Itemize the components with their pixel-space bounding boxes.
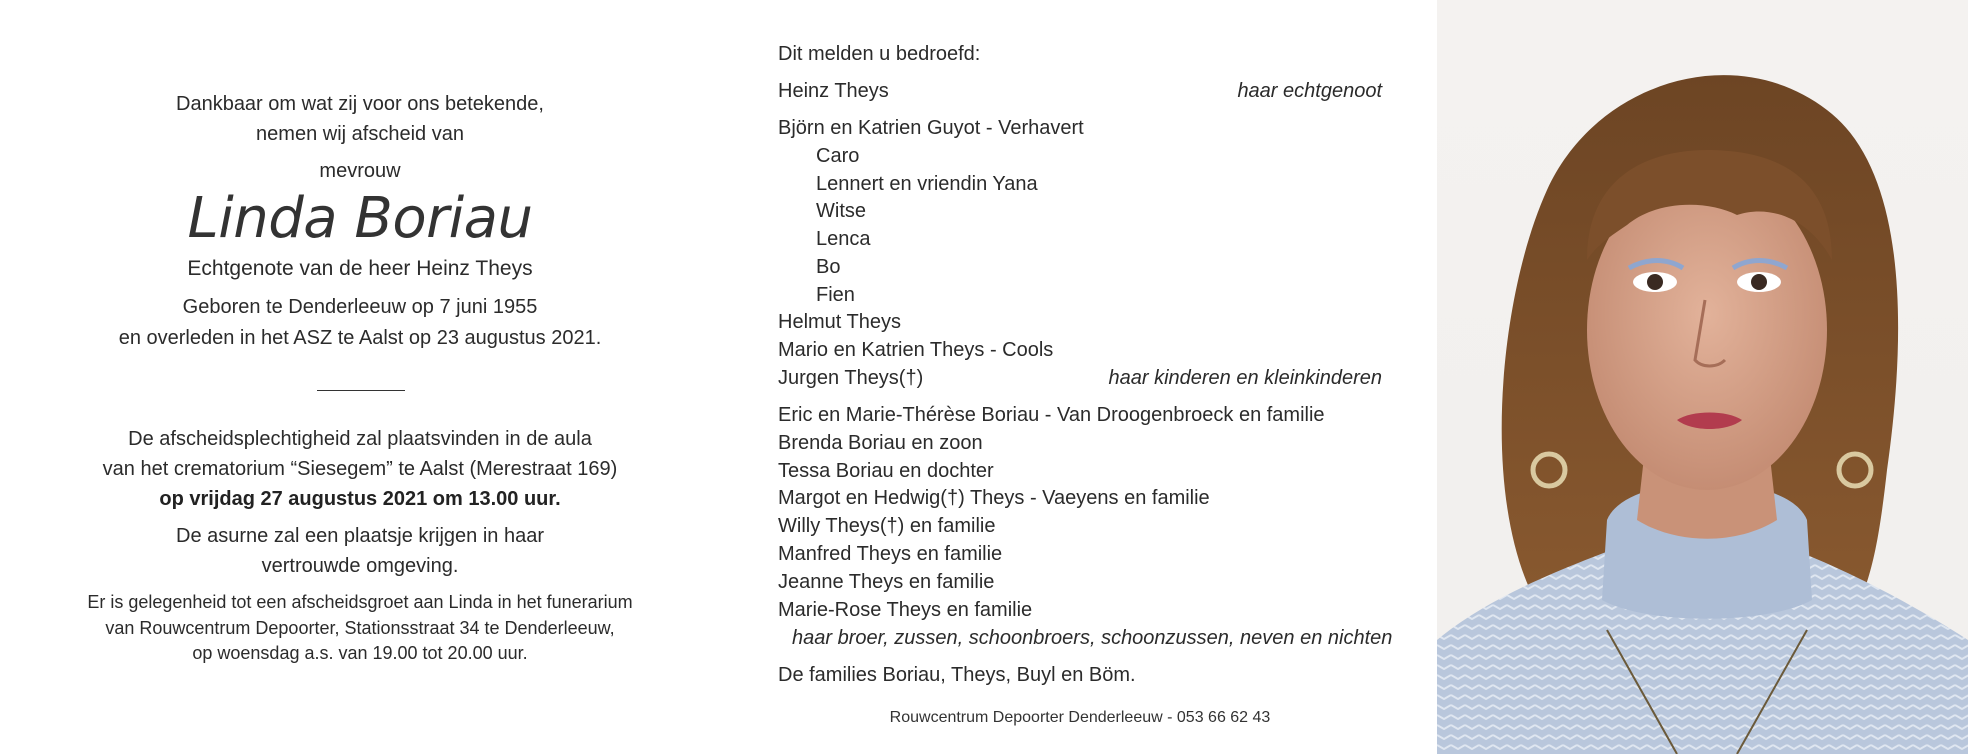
ceremony-line-3: op vrijdag 27 augustus 2021 om 13.00 uur. [159,488,561,510]
ceremony-line-2: van het crematorium “Siesegem” te Aalst (Merestraat 169) [102,458,618,480]
visit-line-2: van Rouwcentrum Depoorter, Stationsstraat 34 te Denderleeuw, [105,618,615,638]
deceased-name: Linda Boriau [187,186,533,251]
child-1: Björn en Katrien Guyot - Verhavert [778,117,1084,139]
husband-line [778,77,1382,105]
family-header: Dit melden u bedroefd: [778,43,981,65]
husband-name: Heinz Theys [778,80,889,102]
sibling: Willy Theys(†) en familie [778,515,996,537]
grandchild: Bo [816,256,841,278]
spouse-line: Echtgenote van de heer Heinz Theys [187,257,533,280]
grandchild: Fien [816,284,855,306]
visit-line-1: Er is gelegenheid tot een afscheidsgroet aan Linda in het funerarium [87,592,633,612]
children-role: haar kinderen en kleinkinderen [1108,367,1382,389]
family-column [778,0,1393,754]
child-2: Helmut Theys [778,311,902,333]
sibling: Jeanne Theys en familie [778,571,995,593]
grandchild: Lennert en vriendin Yana [816,173,1038,195]
sibling: Tessa Boriau en dochter [778,460,994,482]
child-3: Mario en Katrien Theys - Cools [778,339,1054,361]
urn-line-2: vertrouwde omgeving. [261,555,459,577]
left-pupil [1647,274,1663,290]
right-pupil [1751,274,1767,290]
sibling: Marie-Rose Theys en familie [778,599,1033,621]
portrait-photo [1437,0,1968,754]
divider [317,390,405,391]
sibling: Margot en Hedwig(†) Theys - Vaeyens en familie [778,487,1210,509]
grandchild: Lenca [816,228,871,250]
visit-line-3: op woensdag a.s. van 19.00 tot 20.00 uur. [192,643,528,663]
funeral-home-footer: Rouwcentrum Depoorter Denderleeuw - 053 66 62 43 [889,709,1271,726]
families-line: De families Boriau, Theys, Buyl en Böm. [778,664,1136,686]
husband-role: haar echtgenoot [1237,80,1382,102]
portrait-illustration [1437,0,1968,754]
sibling: Eric en Marie-Thérèse Boriau - Van Droogenbroeck en familie [778,404,1325,426]
child-4-line [778,364,1382,392]
died-line: en overleden in het ASZ te Aalst op 23 augustus 2021. [118,327,602,349]
ceremony-line-1: De afscheidsplechtigheid zal plaatsvinden in de aula [128,428,592,450]
title-mevrouw: mevrouw [319,160,401,182]
sibling: Brenda Boriau en zoon [778,432,983,454]
child-4: Jurgen Theys(†) [778,367,924,389]
grandchild: Caro [816,145,860,167]
intro-line-1: Dankbaar om wat zij voor ons betekende, [176,93,544,115]
born-line: Geboren te Denderleeuw op 7 juni 1955 [182,296,538,318]
grandchild: Witse [816,200,866,222]
siblings-role: haar broer, zussen, schoonbroers, schoonzussen, neven en nichten [792,627,1393,649]
intro-line-2: nemen wij afscheid van [256,123,464,145]
sibling: Manfred Theys en familie [778,543,1003,565]
announcement-column [40,0,680,754]
urn-line-1: De asurne zal een plaatsje krijgen in haar [176,525,544,547]
